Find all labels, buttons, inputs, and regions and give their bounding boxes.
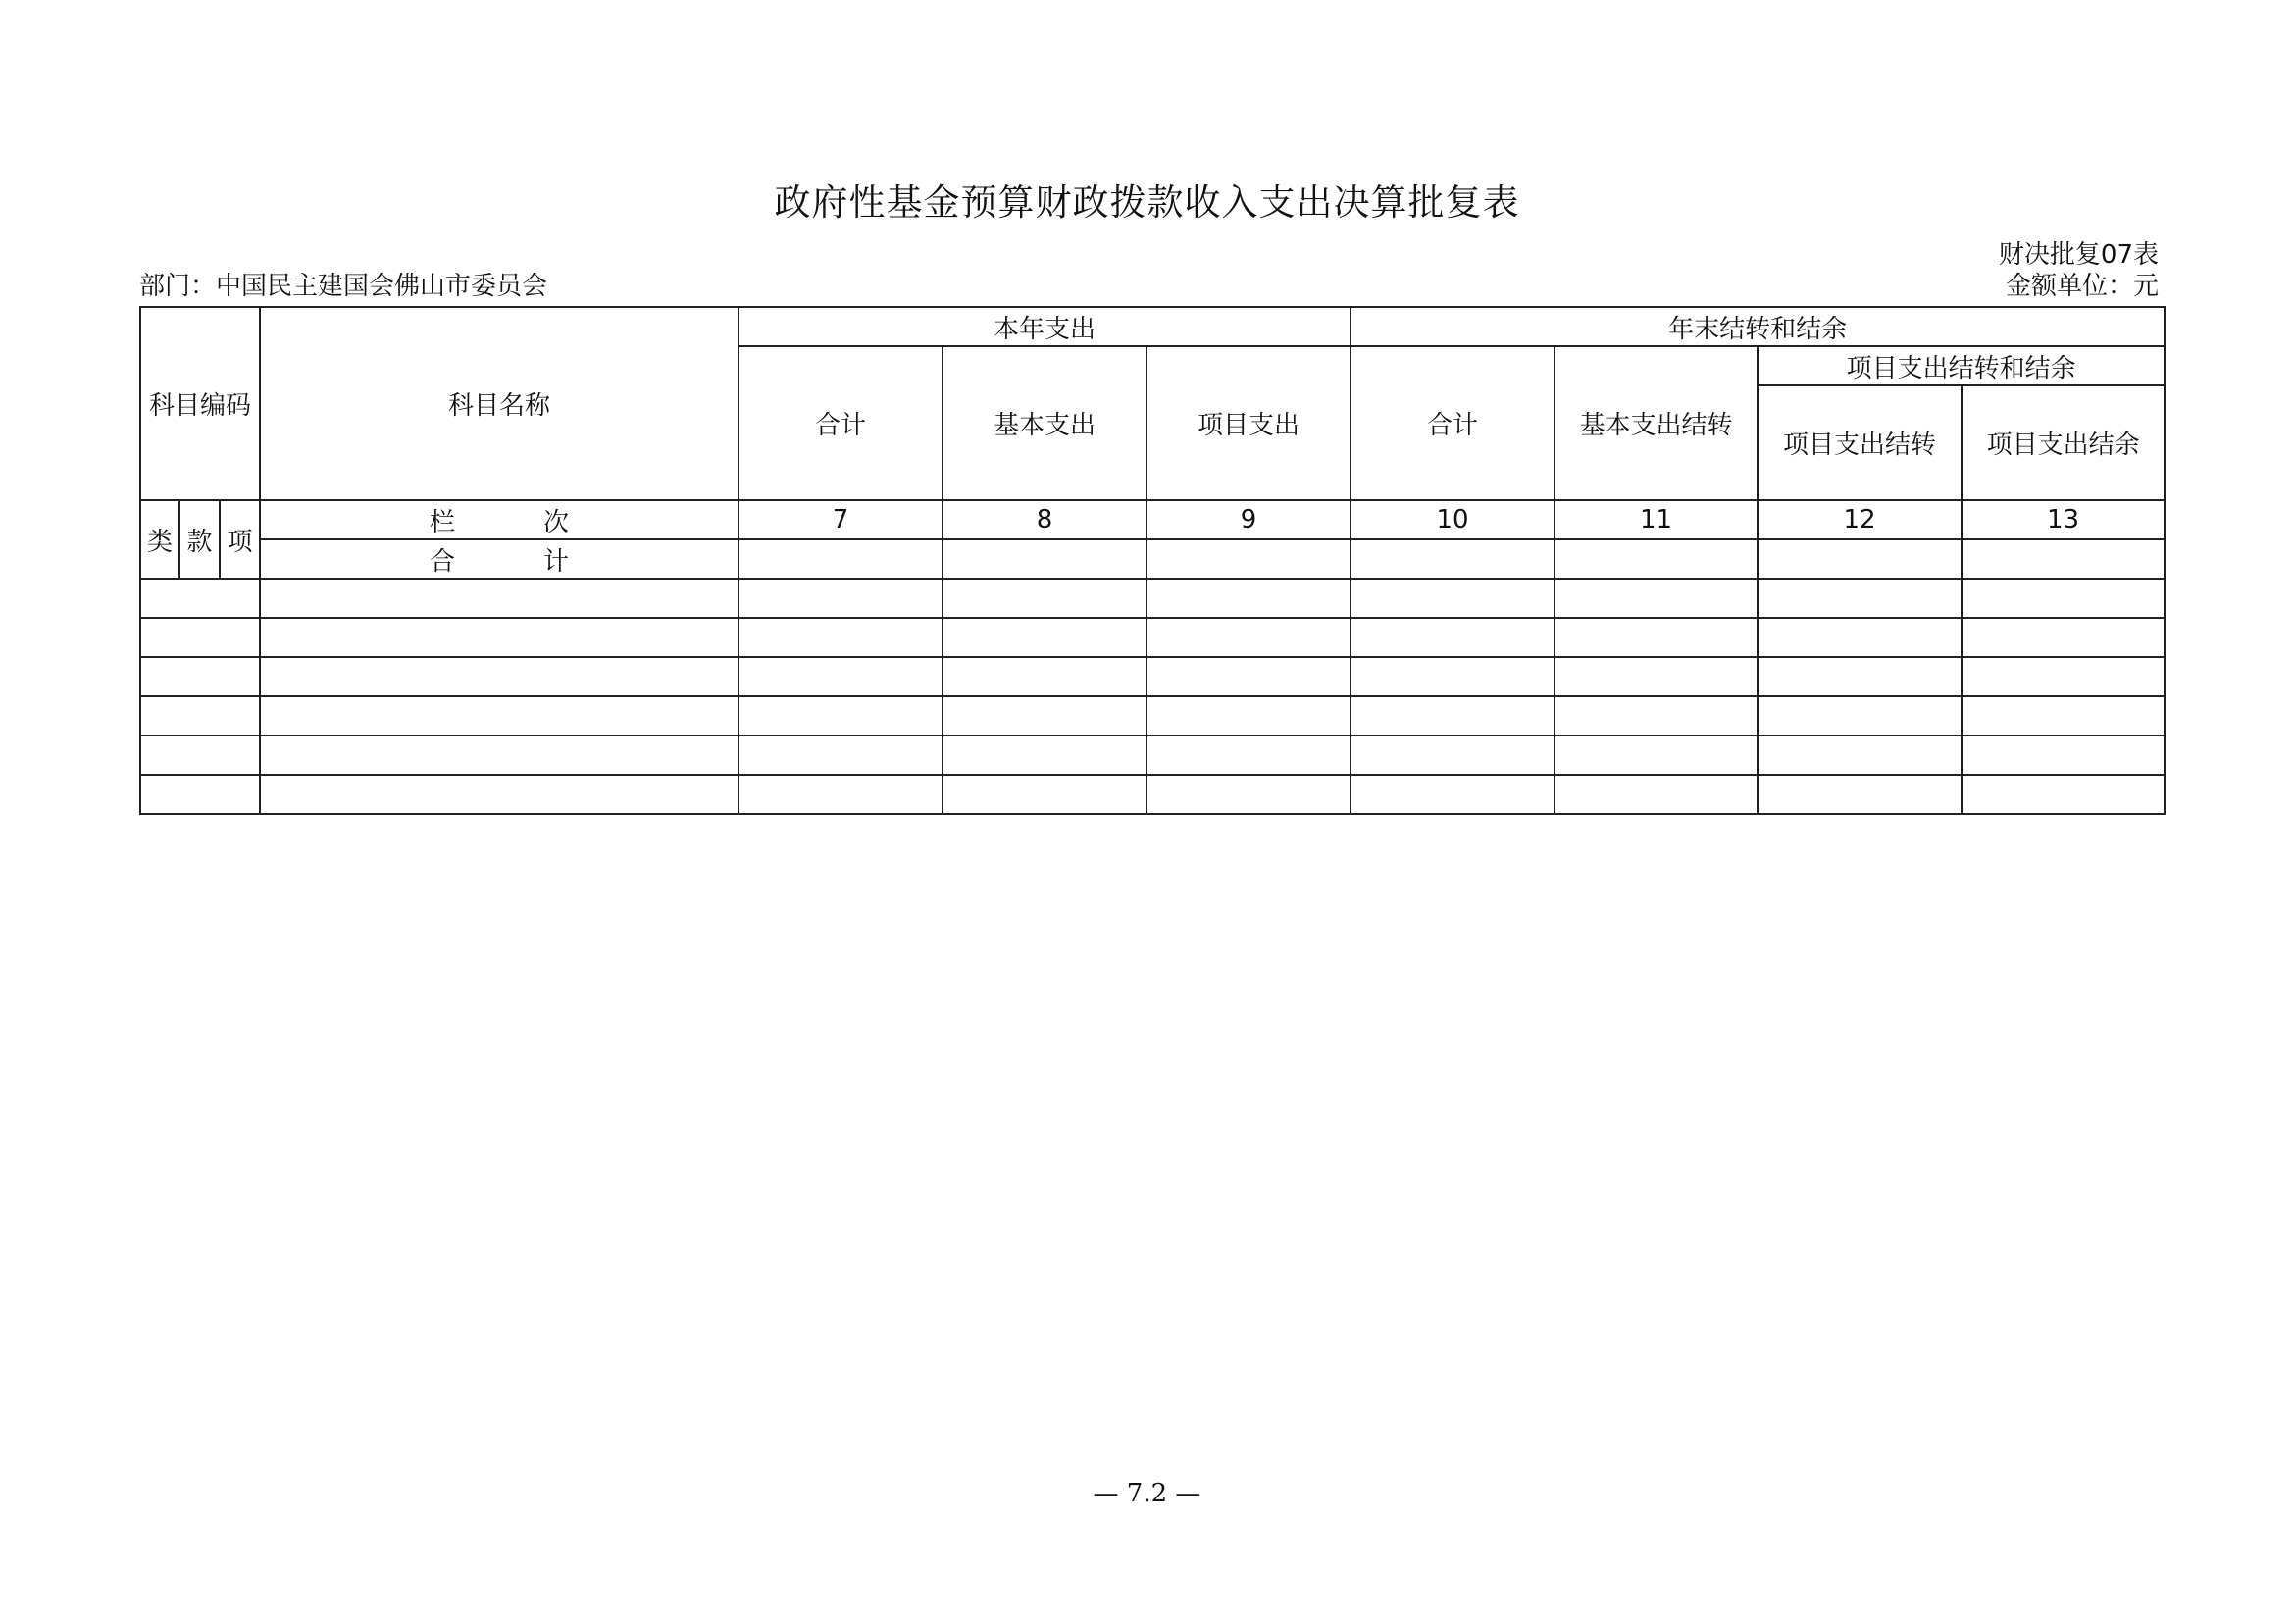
table-cell: [140, 618, 260, 657]
table-cell: [1962, 579, 2165, 618]
form-number: 财决批复07表: [1998, 240, 2159, 270]
col-number-8: 8: [943, 500, 1147, 539]
table-cell: [739, 579, 943, 618]
col-number-9: 9: [1147, 500, 1351, 539]
table-cell: [140, 775, 260, 814]
table-row: [140, 736, 2165, 775]
table-cell: [260, 736, 739, 775]
table-cell: [1758, 696, 1962, 736]
table-cell: [260, 696, 739, 736]
page-number: — 7.2 —: [1093, 1479, 1201, 1508]
table-cell: [1351, 736, 1555, 775]
table-cell: [1555, 579, 1758, 618]
col-project-surplus-header: 项目支出结余: [1962, 385, 2165, 500]
table-cell: [260, 657, 739, 696]
table-cell: [943, 618, 1147, 657]
header-row-1: [140, 307, 2165, 346]
table-cell: [260, 618, 739, 657]
table-cell: [1962, 657, 2165, 696]
table-cell: [1351, 775, 1555, 814]
total-cell: [1758, 539, 1962, 579]
table-cell: [1147, 775, 1351, 814]
table-cell: [1758, 618, 1962, 657]
table-cell: [1758, 657, 1962, 696]
col-total2-header: 合计: [1351, 346, 1555, 500]
total-row: [140, 539, 2165, 579]
table-cell: [943, 696, 1147, 736]
table-cell: [1758, 579, 1962, 618]
table-cell: [739, 618, 943, 657]
total-cell: [1147, 539, 1351, 579]
total-cell: [1555, 539, 1758, 579]
table-cell: [1147, 696, 1351, 736]
column-index-row: [140, 500, 2165, 539]
total-cell: [1962, 539, 2165, 579]
col-number-10: 10: [1351, 500, 1555, 539]
col-total-header: 合计: [739, 346, 943, 500]
table-cell: [1147, 579, 1351, 618]
total-cell: [1351, 539, 1555, 579]
table-cell: [1555, 736, 1758, 775]
year-end-balance-header: 年末结转和结余: [1351, 307, 2165, 346]
table-cell: [1962, 775, 2165, 814]
table-cell: [1758, 775, 1962, 814]
table-cell: [739, 775, 943, 814]
table-cell: [1555, 657, 1758, 696]
table-cell: [260, 579, 739, 618]
department-label: 部门：中国民主建国会佛山市委员会: [139, 272, 548, 301]
code-lei-header: 类: [140, 500, 179, 579]
project-balance-header: 项目支出结转和结余: [1758, 346, 2165, 385]
table-cell: [140, 696, 260, 736]
table-cell: [260, 775, 739, 814]
approval-table: [139, 306, 2166, 815]
page-title: 政府性基金预算财政拨款收入支出决算批复表: [774, 181, 1520, 224]
table-cell: [1147, 736, 1351, 775]
table-cell: [739, 657, 943, 696]
total-row-label: 合 计: [260, 539, 739, 579]
table-cell: [1351, 618, 1555, 657]
total-cell: [739, 539, 943, 579]
col-basic-header: 基本支出: [943, 346, 1147, 500]
table-cell: [1555, 775, 1758, 814]
table-cell: [1555, 618, 1758, 657]
code-xiang-header: 项: [220, 500, 260, 579]
code-kuan-header: 款: [179, 500, 220, 579]
col-number-13: 13: [1962, 500, 2165, 539]
current-year-expense-header: 本年支出: [739, 307, 1351, 346]
table-cell: [1962, 618, 2165, 657]
table-row: [140, 618, 2165, 657]
row-index-label: 栏 次: [260, 500, 739, 539]
table-cell: [140, 657, 260, 696]
table-row: [140, 775, 2165, 814]
amount-unit-label: 金额单位：元: [2005, 272, 2159, 301]
table-cell: [943, 775, 1147, 814]
table-cell: [1351, 696, 1555, 736]
table-cell: [1147, 618, 1351, 657]
col-basic-carry-header: 基本支出结转: [1555, 346, 1758, 500]
table-cell: [140, 579, 260, 618]
table-cell: [140, 736, 260, 775]
table-cell: [1962, 696, 2165, 736]
table-cell: [943, 736, 1147, 775]
subject-code-header: 科目编码: [140, 307, 260, 500]
table-cell: [1962, 736, 2165, 775]
col-project-carry-header: 项目支出结转: [1758, 385, 1962, 500]
col-number-11: 11: [1555, 500, 1758, 539]
table-row: [140, 657, 2165, 696]
table-cell: [1758, 736, 1962, 775]
table-cell: [943, 579, 1147, 618]
table-cell: [943, 657, 1147, 696]
table-cell: [739, 696, 943, 736]
total-cell: [943, 539, 1147, 579]
col-number-7: 7: [739, 500, 943, 539]
table-cell: [739, 736, 943, 775]
col-project-header: 项目支出: [1147, 346, 1351, 500]
subject-name-header: 科目名称: [260, 307, 739, 500]
table-cell: [1147, 657, 1351, 696]
table-row: [140, 579, 2165, 618]
table-cell: [1555, 696, 1758, 736]
table-cell: [1351, 579, 1555, 618]
table-cell: [1351, 657, 1555, 696]
col-number-12: 12: [1758, 500, 1962, 539]
table-row: [140, 696, 2165, 736]
